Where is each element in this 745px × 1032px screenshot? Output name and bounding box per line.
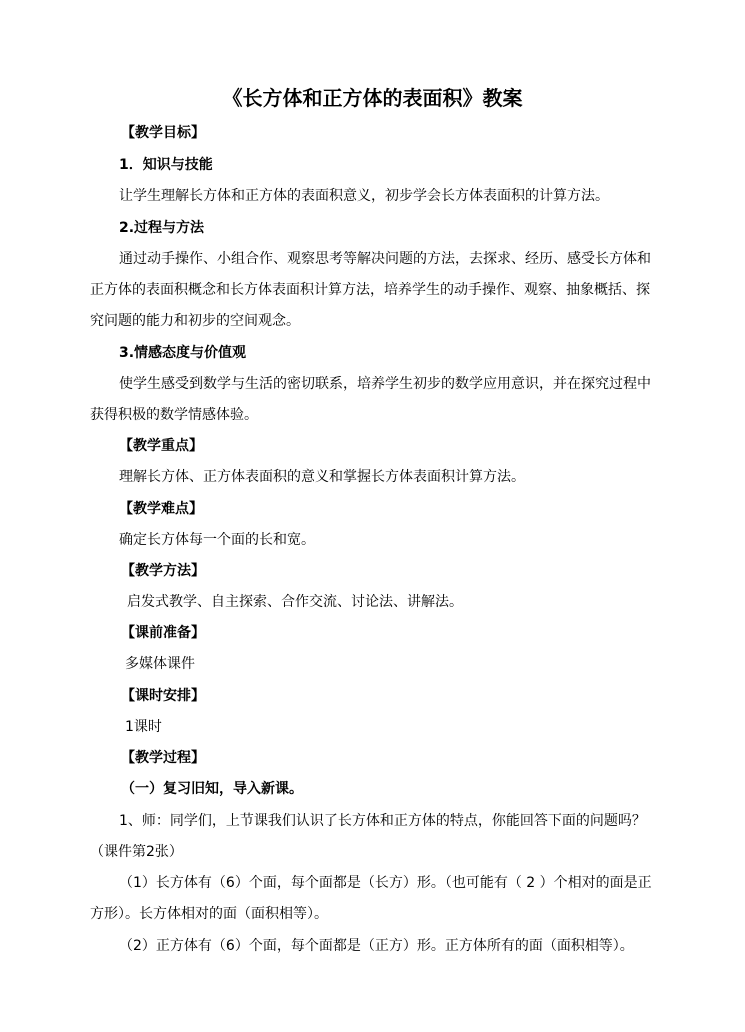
paragraph-line: 让学生理解长方体和正方体的表面积意义，初步学会长方体表面积的计算方法。 (119, 188, 609, 204)
heading-teaching-goals: 【教学目标】 (121, 125, 205, 141)
heading-teaching-methods: 【教学方法】 (121, 563, 205, 579)
paragraph-line: 启发式教学、自主探索、合作交流、讨论法、讲解法。 (127, 594, 463, 610)
paragraph-line: 多媒体课件 (125, 656, 195, 672)
document-title: 《长方体和正方体的表面积》教案 (222, 86, 523, 110)
subheading-review: （一）复习旧知，导入新课。 (121, 781, 303, 797)
subheading-attitude-values: 3.情感态度与价值观 (119, 345, 247, 361)
paragraph-line: 理解长方体、正方体表面积的意义和掌握长方体表面积计算方法。 (119, 469, 525, 485)
paragraph-line: 使学生感受到数学与生活的密切联系，培养学生初步的数学应用意识，并在探究过程中 (119, 376, 651, 392)
paragraph-line: 究问题的能力和初步的空间观念。 (90, 313, 300, 329)
paragraph-line: 获得积极的数学情感体验。 (90, 407, 258, 423)
paragraph-line: 1、师：同学们，上节课我们认识了长方体和正方体的特点，你能回答下面的问题吗？ (119, 813, 646, 829)
paragraph-line: 1课时 (125, 719, 162, 735)
heading-difficulties: 【教学难点】 (119, 501, 203, 517)
subheading-knowledge-skills: 1．知识与技能 (119, 157, 213, 173)
paragraph-line: （2）正方体有（6）个面，每个面都是（正方）形。正方体所有的面（面积相等）。 (119, 938, 634, 954)
paragraph-line: 正方体的表面积概念和长方体表面积计算方法，培养学生的动手操作、观察、抽象概括、探 (90, 282, 650, 298)
paragraph-line: 确定长方体每一个面的长和宽。 (119, 532, 315, 548)
paragraph-line: 通过动手操作、小组合作、观察思考等解决问题的方法，去探求、经历、感受长方体和 (119, 251, 651, 267)
heading-key-points: 【教学重点】 (119, 438, 203, 454)
heading-teaching-process: 【教学过程】 (121, 750, 205, 766)
paragraph-line: 方形）。长方体相对的面（面积相等）。 (90, 906, 328, 922)
paragraph-line: （1）长方体有（6）个面，每个面都是（长方）形。（也可能有（ 2 ）个相对的面是正 (119, 875, 652, 891)
heading-preparation: 【课前准备】 (121, 625, 205, 641)
subheading-process-method: 2.过程与方法 (119, 220, 205, 236)
paragraph-line: （课件第2张） (90, 844, 183, 860)
heading-schedule: 【课时安排】 (121, 688, 205, 704)
